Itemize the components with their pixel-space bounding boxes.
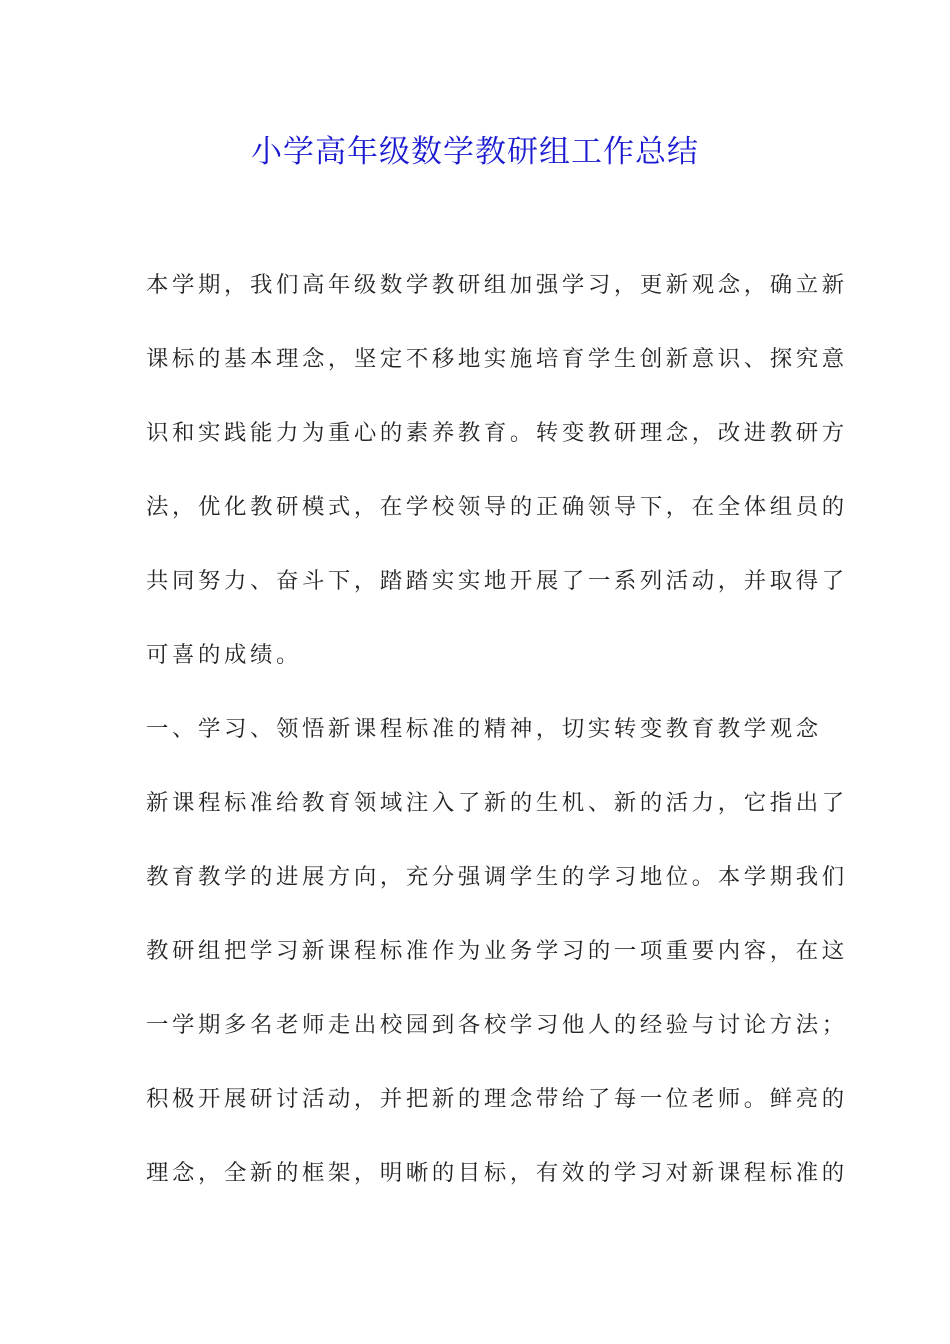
paragraph-line: 法，优化教研模式，在学校领导的正确领导下，在全体组员的	[146, 494, 848, 520]
paragraph-line: 识和实践能力为重心的素养教育。转变教研理念，改进教研方	[146, 420, 848, 446]
paragraph-line: 积极开展研讨活动，并把新的理念带给了每一位老师。鲜亮的	[146, 1086, 848, 1112]
paragraph-line: 理念，全新的框架，明晰的目标，有效的学习对新课程标准的	[146, 1160, 848, 1186]
document-body	[146, 262, 848, 1224]
document-title: 小学高年级数学教研组工作总结	[251, 134, 699, 170]
paragraph-line: 可喜的成绩。	[146, 642, 302, 668]
paragraph-line: 一学期多名老师走出校园到各校学习他人的经验与讨论方法；	[146, 1012, 848, 1038]
paragraph-line: 本学期，我们高年级数学教研组加强学习，更新观念，确立新	[146, 272, 848, 298]
paragraph-line: 共同努力、奋斗下，踏踏实实地开展了一系列活动，并取得了	[146, 568, 848, 594]
paragraph-line: 教研组把学习新课程标准作为业务学习的一项重要内容，在这	[146, 938, 848, 964]
section-heading: 一、学习、领悟新课程标准的精神，切实转变教育教学观念	[146, 716, 822, 742]
paragraph-line: 教育教学的进展方向，充分强调学生的学习地位。本学期我们	[146, 864, 848, 890]
paragraph-line: 新课程标准给教育领域注入了新的生机、新的活力，它指出了	[146, 790, 848, 816]
paragraph-line: 课标的基本理念，坚定不移地实施培育学生创新意识、探究意	[146, 346, 848, 372]
